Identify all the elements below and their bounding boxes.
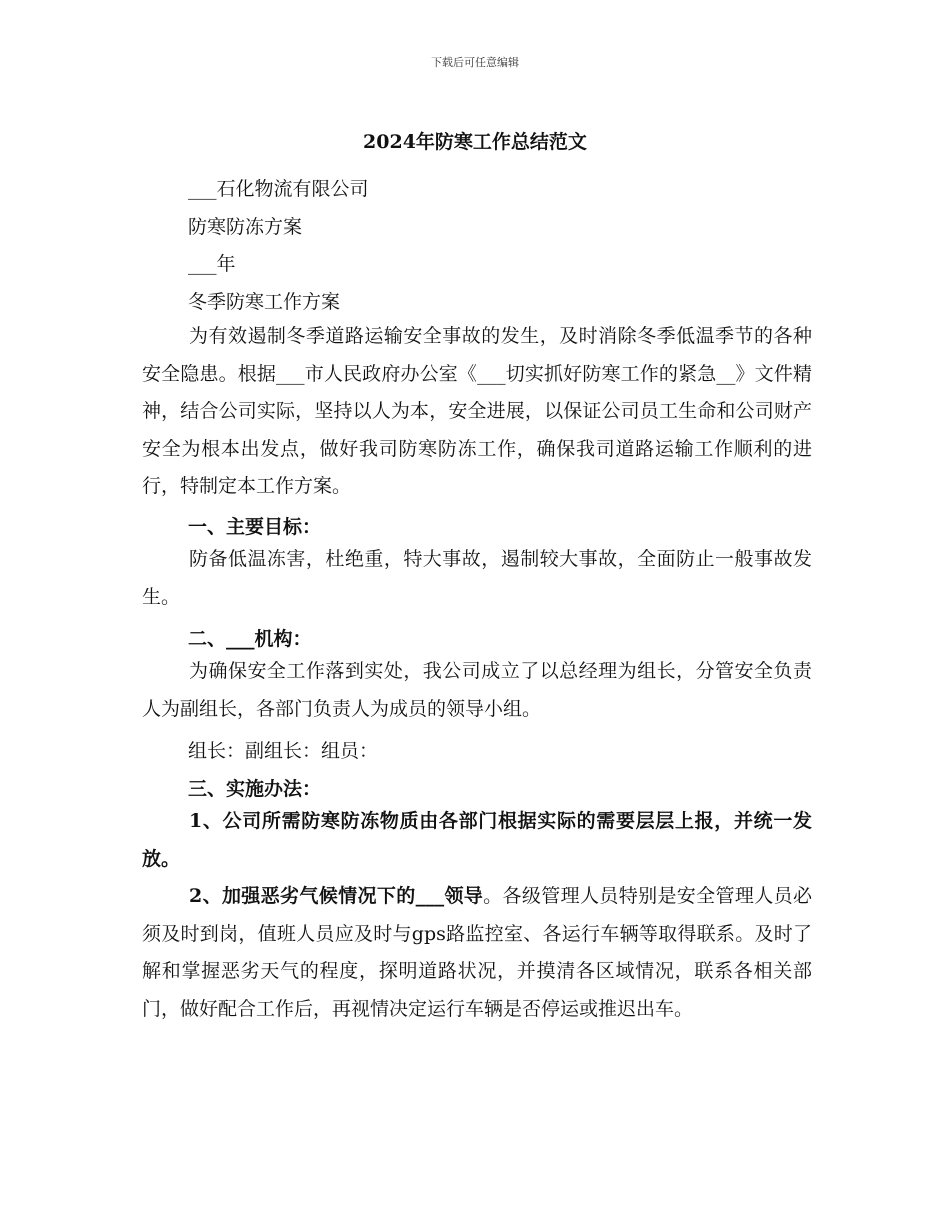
company-line: ___石化物流有限公司 (188, 178, 369, 200)
section1-heading: 一、主要目标： (188, 516, 322, 538)
intro-paragraph: 为有效遏制冬季道路运输安全事故的发生，及时消除冬季低温季节的各种安全隐患。根据___市人民政府办公室《___切实抓好防寒工作的紧急__》文件精神，结合公司实际，坚持以人为本，安全进展，以保证公司员工生命和公司财产安全为根本出发点，做好我司防寒防冻工作，确保我司道路运输工作顺利的进行，特制定本工作方案。 (142, 325, 812, 498)
document-title: 2024年防寒工作总结范文 (363, 131, 587, 153)
section3-item2-body: 。各级管理人员特别是安全管理人员必须及时到岗，值班人员应及时与gps路监控室、各运行车辆等取得联系。及时了解和掌握恶劣天气的程度，探明道路状况，并摸清各区域情况，联系各相关部门，做好配合工作后，再视情决定运行车辆是否停运或推迟出车。 (142, 885, 812, 1020)
header-note: 下载后可任意编辑 (431, 56, 519, 69)
section3-item2 (142, 878, 812, 1028)
section1-paragraph: 防备低温冻害，杜绝重，特大事故，遏制较大事故，全面防止一般事故发生。 (142, 548, 812, 608)
section3-heading: 三、实施办法： (188, 778, 322, 800)
plan-title-line: 冬季防寒工作方案 (188, 291, 341, 313)
plan-name-line: 防寒防冻方案 (188, 216, 303, 238)
section2-roles: 组长：副组长：组员： (188, 740, 379, 762)
section3-item1: 1、公司所需防寒防冻物质由各部门根据实际的需要层层上报，并统一发放。 (142, 810, 812, 870)
year-line: ___年 (188, 253, 236, 275)
section3-item2-lead: 2、加强恶劣气候情况下的___领导 (189, 885, 484, 907)
section2-heading: 二、___机构： (188, 628, 312, 650)
section2-paragraph: 为确保安全工作落到实处，我公司成立了以总经理为组长，分管安全负责人为副组长，各部门负责人为成员的领导小组。 (142, 660, 812, 720)
